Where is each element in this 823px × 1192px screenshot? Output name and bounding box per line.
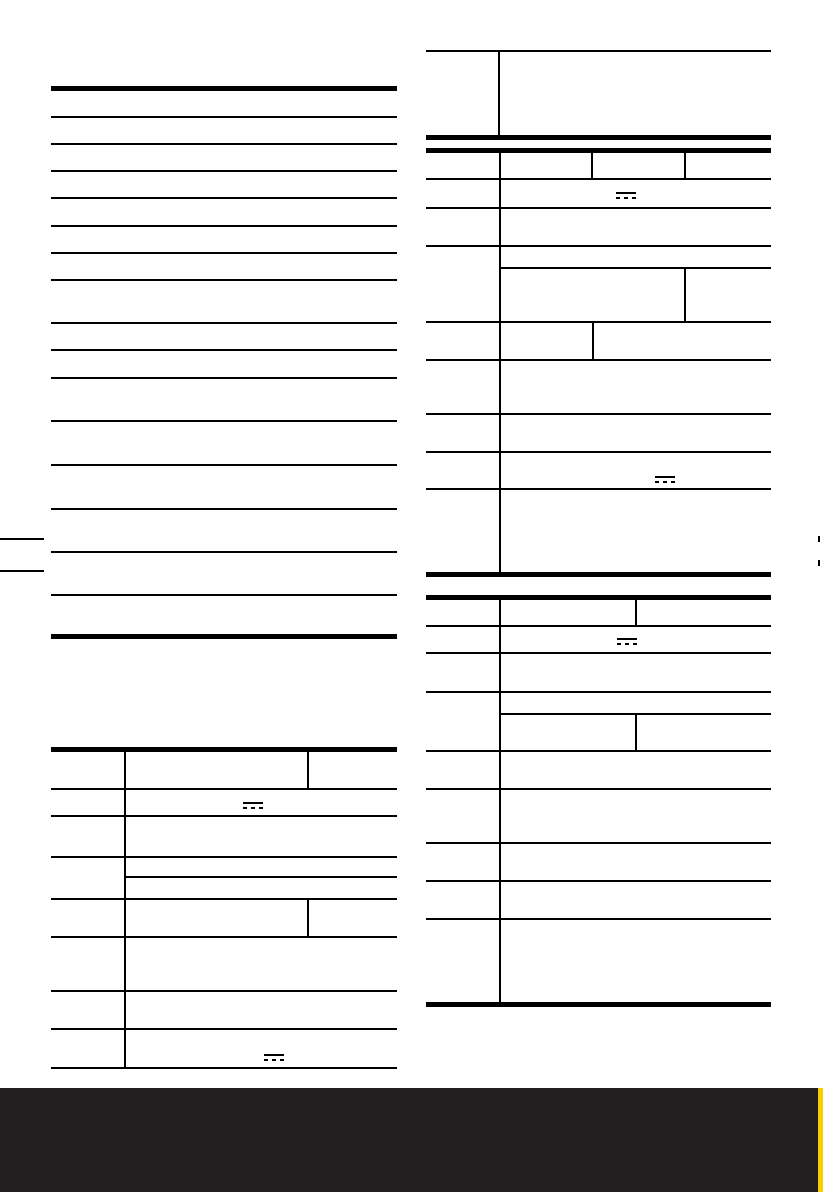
column-divider (684, 150, 686, 178)
row-divider (51, 279, 397, 281)
direct-current-icon (617, 638, 637, 646)
row-divider (51, 322, 397, 324)
column-divider (635, 714, 637, 750)
row-divider (426, 652, 771, 654)
row-divider (51, 856, 397, 858)
sub-row-divider (499, 267, 771, 269)
edge-mark (818, 536, 820, 542)
column-divider (498, 50, 500, 136)
row-divider (51, 225, 397, 227)
row-divider (51, 170, 397, 172)
column-divider (684, 268, 686, 321)
page-footer-band (0, 1088, 823, 1192)
sub-row-divider (124, 876, 397, 878)
side-tab-mark-top (0, 538, 44, 540)
direct-current-icon (655, 476, 675, 484)
row-divider (51, 252, 397, 254)
row-divider (426, 207, 771, 209)
row-divider (51, 377, 397, 379)
table-top-rule (51, 86, 397, 91)
column-divider (591, 150, 593, 178)
column-divider (307, 750, 309, 788)
row-divider (51, 508, 397, 510)
row-divider (426, 413, 771, 415)
row-divider (426, 359, 771, 361)
column-divider (124, 750, 126, 1068)
row-divider (426, 321, 771, 323)
direct-current-icon (243, 802, 263, 810)
direct-current-icon (264, 1054, 284, 1062)
table-bottom-rule (426, 1002, 771, 1007)
row-divider (51, 936, 397, 938)
row-divider (51, 420, 397, 422)
column-divider (307, 899, 309, 937)
row-divider (51, 143, 397, 145)
row-divider (51, 815, 397, 817)
table-top-rule (51, 747, 397, 752)
row-divider (426, 451, 771, 453)
row-divider (426, 245, 771, 247)
row-divider (51, 1028, 397, 1030)
column-divider (635, 598, 637, 625)
footer-accent-edge (818, 1088, 823, 1192)
row-divider (51, 464, 397, 466)
row-divider (426, 691, 771, 693)
table-bottom-rule (426, 572, 771, 577)
row-divider (51, 990, 397, 992)
row-divider (426, 178, 771, 180)
row-divider (51, 116, 397, 118)
table-top-rule (426, 50, 771, 52)
row-divider (51, 197, 397, 199)
row-divider (51, 788, 397, 790)
row-divider (51, 594, 397, 596)
row-divider (51, 349, 397, 351)
table-bottom-rule (51, 634, 397, 639)
row-divider (426, 750, 771, 752)
row-divider (426, 880, 771, 882)
row-divider (51, 551, 397, 553)
row-divider (426, 918, 771, 920)
table-top-rule (426, 595, 771, 600)
edge-mark (818, 560, 820, 566)
row-divider (426, 625, 771, 627)
column-divider (499, 598, 501, 1004)
table-top-rule (426, 135, 771, 140)
direct-current-icon (616, 192, 636, 200)
column-divider (499, 150, 501, 572)
table-bottom-rule (51, 1067, 397, 1069)
row-divider (426, 788, 771, 790)
header-rule (426, 148, 771, 153)
column-divider (592, 321, 594, 359)
row-divider (426, 488, 771, 490)
row-divider (51, 898, 397, 900)
row-divider (426, 842, 771, 844)
side-tab-mark-bottom (0, 570, 44, 572)
